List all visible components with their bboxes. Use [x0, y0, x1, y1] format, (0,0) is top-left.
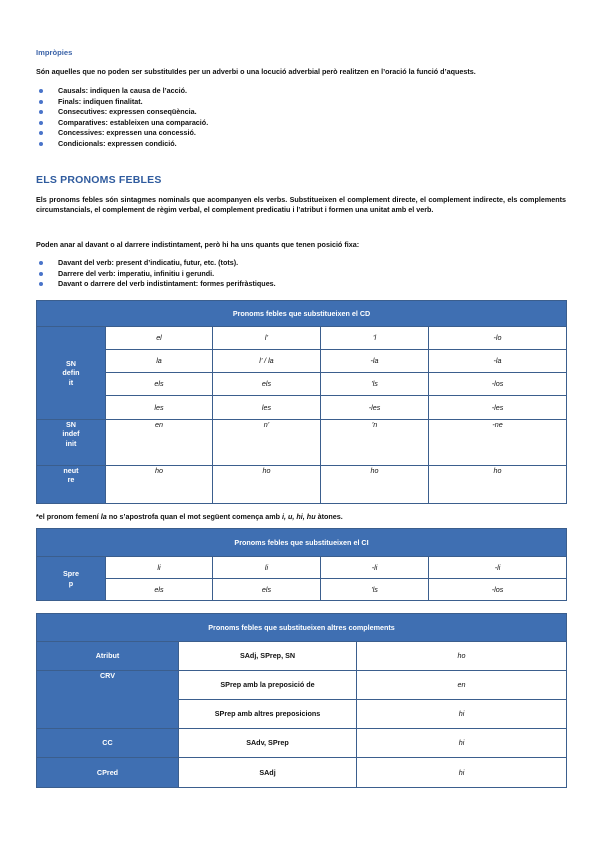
table-cell: SAdj: [179, 758, 357, 788]
bullet-icon: [39, 282, 43, 286]
table-cell: les: [213, 396, 321, 420]
row-group-sn-indefinit: SN indef init: [37, 420, 106, 466]
table-cell: hi: [357, 700, 567, 729]
paragraph-pronoms-intro: Els pronoms febles són sintagmes nominals que acompanyen els verbs. Substitueixen el complement directe, el complement indirecte, els complements circumstancials, el complement de règim verbal, el complement predicatiu i l’atribut i formen una unitat amb el verb.: [36, 195, 566, 214]
table-caption: Pronoms febles que substitueixen altres complements: [37, 614, 567, 642]
table-cell: n’: [213, 420, 321, 466]
table-cell: l’ / la: [213, 350, 321, 373]
table-cd: [36, 300, 567, 504]
bullet-icon: [39, 272, 43, 276]
table-cell: els: [106, 373, 213, 396]
list-item: Causals: indiquen la causa de l’acció.: [36, 86, 208, 97]
table-cell: -la: [321, 350, 429, 373]
table-cell: -les: [321, 396, 429, 420]
table-cell: ’ls: [321, 579, 429, 601]
table-cell: ho: [357, 642, 567, 671]
row-group-neutre: neut re: [37, 466, 106, 504]
table-cell: els: [213, 373, 321, 396]
table-ci: [36, 528, 567, 601]
paragraph-position-intro: Poden anar al davant o al darrere indistintament, però hi ha uns quants que tenen posició fixa:: [36, 240, 360, 249]
row-label-cc: CC: [37, 729, 179, 758]
table-cell: -les: [429, 396, 567, 420]
row-label-atribut: Atribut: [37, 642, 179, 671]
section-heading-impropies: Impròpies: [36, 48, 73, 57]
table-cell: -la: [429, 350, 567, 373]
table-caption: Pronoms febles que substitueixen el CD: [37, 301, 567, 327]
table-cell: -los: [429, 373, 567, 396]
list-item: Davant del verb: present d’indicatiu, futur, etc. (tots).: [36, 258, 276, 269]
table-cell: la: [106, 350, 213, 373]
list-item: Finals: indiquen finalitat.: [36, 97, 208, 108]
table-cell: ho: [429, 466, 567, 504]
section-heading-pronoms-febles: ELS PRONOMS FEBLES: [36, 174, 162, 186]
table-cell: SAdv, SPrep: [179, 729, 357, 758]
table-cell: li: [213, 557, 321, 579]
list-item: Concessives: expressen una concessió.: [36, 128, 208, 139]
table-cell: -li: [429, 557, 567, 579]
bullet-icon: [39, 110, 43, 114]
list-item: Comparatives: estableixen una comparació.: [36, 118, 208, 129]
paragraph-impropies-intro: Són aquelles que no poden ser substituïdes per un adverbi o una locució adverbial però realitzen en l’oració la funció d’aquests.: [36, 67, 476, 76]
table-cell: SPrep amb altres preposicions: [179, 700, 357, 729]
row-label-cpred: CPred: [37, 758, 179, 788]
table-cell: els: [106, 579, 213, 601]
table-cell: ’l: [321, 327, 429, 350]
table-other-complements: [36, 613, 567, 788]
table-cell: -ne: [429, 420, 567, 466]
table-cell: el: [106, 327, 213, 350]
table-caption: Pronoms febles que substitueixen el CI: [37, 529, 567, 557]
row-group-sprep: Spre p: [37, 557, 106, 601]
table-cell: ’ls: [321, 373, 429, 396]
table-cell: ho: [321, 466, 429, 504]
table-cell: en: [357, 671, 567, 700]
list-impropies: [36, 86, 208, 149]
list-item: Darrere del verb: imperatiu, infinitiu i gerundi.: [36, 269, 276, 280]
row-label-crv: CRV: [37, 671, 179, 729]
table-cell: les: [106, 396, 213, 420]
table-cell: ho: [213, 466, 321, 504]
bullet-icon: [39, 100, 43, 104]
table-cell: -los: [429, 579, 567, 601]
table-cell: -li: [321, 557, 429, 579]
table-cell: hi: [357, 758, 567, 788]
list-item: Consecutives: expressen conseqüència.: [36, 107, 208, 118]
table-cell: SPrep amb la preposició de: [179, 671, 357, 700]
list-item: Condicionals: expressen condició.: [36, 139, 208, 150]
table-cell: l’: [213, 327, 321, 350]
table-cell: SAdj, SPrep, SN: [179, 642, 357, 671]
list-positions: [36, 258, 276, 290]
footnote-la: *el pronom femení la no s’apostrofa quan el mot següent comença amb i, u, hi, hu àtones.: [36, 512, 343, 521]
bullet-icon: [39, 131, 43, 135]
bullet-icon: [39, 261, 43, 265]
table-cell: li: [106, 557, 213, 579]
table-cell: ’n: [321, 420, 429, 466]
list-item: Davant o darrere del verb indistintament: formes perifràstiques.: [36, 279, 276, 290]
table-cell: en: [106, 420, 213, 466]
table-cell: ho: [106, 466, 213, 504]
bullet-icon: [39, 142, 43, 146]
table-cell: els: [213, 579, 321, 601]
bullet-icon: [39, 89, 43, 93]
bullet-icon: [39, 121, 43, 125]
table-cell: -lo: [429, 327, 567, 350]
row-group-sn-definit: SN defin it: [37, 327, 106, 420]
table-cell: hi: [357, 729, 567, 758]
